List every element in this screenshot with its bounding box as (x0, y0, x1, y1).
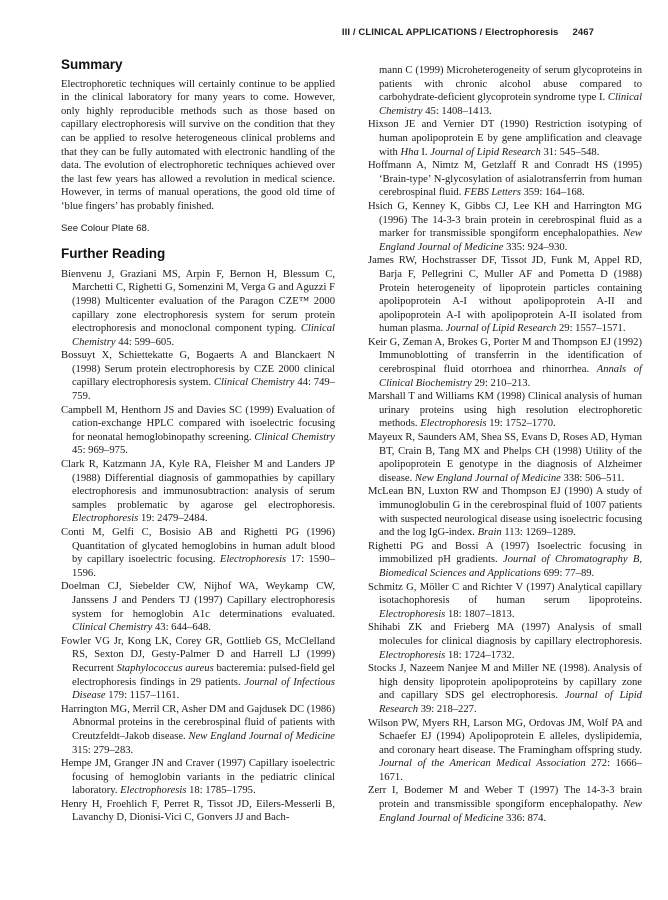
reference-text: 19: 2479–2484. (140, 513, 208, 525)
summary-heading: Summary (61, 57, 123, 72)
reference-entry (368, 485, 642, 539)
reference-entry (368, 662, 642, 716)
reference-text: 17: 1590–1596. (72, 554, 335, 579)
reference-text: 18: 1807–1813. (447, 608, 515, 620)
reference-journal: Clinical Chemistry (213, 377, 295, 389)
reference-journal: Electrophoresis (379, 649, 446, 661)
reference-text: Zerr I, Bodemer M and Weber T (1997) The 14-3-3 brain protein and transmissible spongiform encephalopathy. (368, 785, 642, 811)
reference-entry (61, 757, 335, 798)
reference-entry (61, 349, 335, 403)
reference-entry (368, 717, 642, 785)
reference-text: McLean BN, Luxton RW and Thompson EJ (1990) A study of immunoglobulin G in the cerebrospinal fluid of 1007 patients with suspected neurological disease using isoelectric focusing and the log IgG-index. (368, 486, 642, 539)
reference-entry (368, 621, 642, 662)
reference-entry (61, 635, 335, 703)
reference-text: 43: 644–648. (155, 622, 211, 634)
reference-journal: Annals of Clinical Biochemistry (379, 364, 642, 389)
reference-text: Conti M, Gelfi C, Bosisio AB and Righetti PG (1996) Quantitation of glycated hemoglobins in human adult blood by capillary isoelectric focusing. (61, 527, 335, 566)
reference-text: Staphylococcus aureus (116, 662, 214, 674)
reference-journal: Journal of Lipid Research (430, 146, 541, 158)
reference-text: Hixson JE and Vernier DT (1990) Restriction isotyping of human apolipoprotein E by gene amplification and cleavage with (368, 119, 642, 158)
reference-journal: Electrophoresis (379, 608, 446, 620)
reference-text: 113: 1269–1289. (504, 527, 576, 539)
reference-journal: Electrophoresis (219, 554, 287, 566)
reference-text: Marshall T and Williams KM (1998) Clinical analysis of human urinary proteins using high resolution electrophoretic methods. (368, 391, 642, 430)
reference-text: mann C (1999) Microheterogeneity of serum glycoproteins in patients with chronic alcohol abuse compared to carbohydrate-deficient glycoprotein syndrome type I. (379, 65, 642, 104)
right-column (368, 64, 642, 825)
reference-journal: New England Journal of Medicine (414, 472, 561, 484)
reference-journal: New England Journal of Medicine (188, 730, 335, 742)
reference-journal: Clinical Chemistry (254, 431, 335, 443)
reference-journal: Clinical Chemistry (72, 323, 335, 348)
reference-text: Campbell M, Henthorn JS and Davies SC (1999) Evaluation of cation-exchange HPLC compared with isoelectric focusing for neonatal hemoglobinopathy screening. (61, 404, 335, 443)
reference-entry (61, 458, 335, 526)
reference-entry (368, 159, 642, 200)
reference-text: 19: 1752–1770. (489, 418, 556, 430)
reference-text: 39: 218–227. (420, 703, 477, 715)
reference-text: Bossuyt X, Schiettekatte G, Bogaerts A and Blanckaert N (1998) Serum protein electrophoresis by CZE 2000 clinical capillary electrophoresis system. (61, 350, 335, 389)
reference-journal: New England Journal of Medicine (379, 799, 642, 824)
reference-journal: Journal of Infectious Disease (72, 676, 335, 702)
reference-text: bacteremia: pulsed-field gel electrophoresis findings in 29 patients. (72, 662, 335, 688)
reference-entry (368, 390, 642, 431)
reference-text: Wilson PW, Myers RH, Larson MG, Ordovas JM, Wolf PA and Schaefer EJ (1994) Apolipoprotein E alleles, dyslipidemia, and coronary heart disease. The Framingham offspring study. (368, 717, 642, 756)
reference-text: I. (421, 146, 428, 158)
reference-journal: Journal of Lipid Research (379, 690, 642, 715)
reference-entry (368, 64, 642, 118)
reference-text: 272: 1666–1671. (379, 758, 643, 783)
reference-text: 44: 749–759. (72, 377, 335, 403)
reference-text: Clark R, Katzmann JA, Kyle RA, Fleisher M and Landers JP (1988) Differential diagnosis of gammopathies by capillary electrophoresis and immunosubtraction: analysis of serum samples problematic by agarose gel electrophoresis. (61, 459, 335, 511)
reference-journal: Electrophoresis (72, 513, 139, 525)
reference-entry (368, 540, 642, 581)
reference-entry (61, 404, 335, 458)
reference-journal: FEBS Letters (464, 187, 521, 199)
reference-text: Hempe JM, Granger JN and Craver (1997) Capillary isoelectric focusing of hemoglobin variants in the pediatric clinical laboratory. (61, 758, 335, 797)
reference-text: Stocks J, Nazeem Nanjee M and Miller NE (1998). Analysis of high density lipoprotein apolipoproteins by capillary zone and capillary SDS gel electrophoresis. (368, 663, 642, 702)
summary-text: Electrophoretic techniques will certainly continue to be applied in the clinical laboratory for many years to come. However, only highly reproducible methods such as those based on capillary electrophoresis will survive on the condition that they can be applied to resolve heterogeneous clinical problems and that they can be fully automated with electronic handling of the data. The evolution of electrophoretic techniques achieved over the last few years has allowed a revolution in medical science. However, in terms of manual operations, the good old time of ‘blue fingers’ has probably finished. (61, 78, 335, 212)
reference-journal: Electrophoresis (420, 418, 487, 430)
reference-text: 336: 874. (506, 812, 547, 824)
reference-journal: Clinical Chemistry (72, 622, 153, 634)
reference-entry (368, 581, 642, 622)
reference-text: Henry H, Froehlich F, Perret R, Tissot JD, Eilers-Messerli B, Lavanchy D, Dionisi-Vici C, Gonvers JJ and Bach- (61, 798, 335, 824)
reference-text: 699: 77–89. (543, 567, 595, 579)
reference-text: 45: 1408–1413. (425, 105, 492, 117)
reference-text: Bienvenu J, Graziani MS, Arpin F, Bernon H, Blessum C, Marchetti C, Righetti G, Somenzini M, Verga G and Aguzzi F (1998) Multicenter evaluation of the Paragon CZE™ 2000 capillary zone electrophoresis system for serum protein electrophoresis and monoclonal component typing. (61, 268, 335, 335)
reference-list-right (368, 64, 642, 825)
reference-text: 338: 506–511. (563, 472, 625, 484)
reference-text: 359: 164–168. (523, 187, 585, 199)
reference-text: Hha (400, 146, 419, 158)
reference-text: 315: 279–283. (72, 744, 134, 756)
reference-entry (61, 526, 335, 580)
reference-journal: Clinical Chemistry (379, 92, 643, 117)
reference-journal: Journal of the American Medical Association (379, 758, 586, 770)
reference-entry (61, 268, 335, 350)
reference-text: Mayeux R, Saunders AM, Shea SS, Evans D, Roses AD, Hyman BT, Crain B, Tang MX and Phelps CH (1998) Utility of the apolipoprotein E genotype in the diagnosis of Alzheimer disease. (368, 432, 642, 484)
reference-text: Shihabi ZK and Frieberg MA (1997) Analysis of small molecules for clinical diagnosis by capillary electrophoresis. (368, 622, 642, 647)
reference-text: 18: 1785–1795. (189, 785, 256, 797)
reference-text: Hsich G, Kenney K, Gibbs CJ, Lee KH and Harrington MG (1996) The 14-3-3 brain protein in cerebrospinal fluid as a marker for transmissible spongiform encephalopathies. (368, 200, 642, 240)
page-number: 2467 (572, 27, 594, 38)
reference-text: Schmitz G, Möller C and Richter V (1997) Analytical capillary isotachophoresis of human serum lipoproteins. (368, 581, 642, 607)
running-header (342, 27, 594, 38)
header-section-title: III / CLINICAL APPLICATIONS / Electrophoresis (341, 27, 559, 38)
reference-text: 29: 1557–1571. (559, 323, 626, 335)
reference-entry (61, 580, 335, 634)
reference-entry (368, 336, 642, 390)
reference-text: Fowler VG Jr, Kong LK, Corey GR, Gottlieb GS, McClelland RS, Sexton DJ, Gesty-Palmer D and Harrell LJ (1999) Recurrent (61, 635, 335, 674)
reference-text: Righetti PG and Bossi A (1997) Isoelectric focusing in immobilized pH gradients. (368, 540, 642, 566)
reference-text: Keir G, Zeman A, Brokes G, Porter M and Thompson EJ (1992) Immunoblotting of transferrin in the identification of cerebrospinal fluid otorrhoea and rhinorrhea. (368, 336, 642, 376)
reference-entry (61, 798, 335, 825)
left-column (61, 58, 335, 825)
reference-text: Hoffmann A, Nimtz M, Getzlaff R and Conradt HS (1995) ‘Brain-type’ N-glycosylation of asialotransferrin from human cerebrospinal fluid. (368, 160, 642, 199)
reference-text: Doelman CJ, Siebelder CW, Nijhof WA, Weykamp CW, Janssens J and Penders TJ (1997) Capillary electrophoresis system for hemoglobin A1c determinations evaluated. (61, 581, 335, 620)
reference-text: 45: 969–975. (72, 445, 128, 457)
reference-journal: Electrophoresis (120, 785, 187, 797)
reference-journal: Brain (477, 527, 502, 539)
reference-entry (61, 703, 335, 757)
reference-journal: Journal of Chromatography B, Biomedical Sciences and Applications (379, 554, 642, 579)
reference-text: 179: 1157–1161. (108, 690, 180, 702)
reference-text: 335: 924–930. (506, 241, 568, 253)
reference-entry (368, 200, 642, 254)
further-reading-heading: Further Reading (61, 246, 166, 262)
reference-text: 44: 599–605. (118, 336, 175, 348)
reference-text: James RW, Hochstrasser DF, Tissot JD, Funk M, Appel RD, Barja F, Pellegrini C, Muller AF and Pometta D (1988) Protein heterogeneity of lipoprotein particles containing apolipoprotein A-I without apolipoprotein A-II and apolipoprotein A-I with apolipoprotein A-II isolated from human plasma. (368, 255, 642, 335)
reference-text: 18: 1724–1732. (447, 649, 515, 661)
reference-text: 29: 210–213. (474, 377, 531, 389)
reference-entry (368, 254, 642, 336)
reference-journal: Journal of Lipid Research (445, 323, 557, 335)
reference-text: 31: 545–548. (543, 146, 600, 158)
reference-list-left (61, 268, 335, 825)
see-also-note: See Colour Plate 68. (61, 222, 150, 234)
reference-entry (368, 431, 642, 485)
reference-text: Harrington MG, Merril CR, Asher DM and Gajdusek DC (1986) Abnormal proteins in the cerebrospinal fluid of patients with Creutzfeldt–Jakob disease. (61, 703, 335, 742)
reference-entry (368, 784, 642, 825)
reference-journal: New England Journal of Medicine (379, 228, 642, 253)
reference-entry (368, 118, 642, 159)
